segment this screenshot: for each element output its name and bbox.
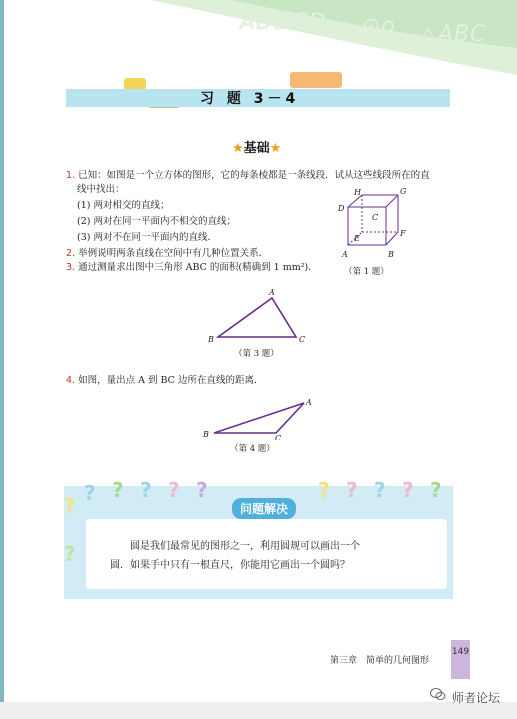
question-mark-icon: ? bbox=[196, 478, 208, 502]
problem-text-card bbox=[86, 519, 447, 589]
star-icon: ★ bbox=[232, 141, 244, 156]
vertex-label: F bbox=[400, 229, 406, 238]
question-text: 已知：如图是一个立方体的图形，它的每条棱都是一条线段．试从这些线段所在的直 bbox=[78, 170, 430, 181]
question-mark-icon: ? bbox=[84, 481, 96, 505]
question-number: 4. bbox=[66, 375, 76, 386]
question-mark-icon: ? bbox=[402, 478, 414, 502]
page-number: 149 bbox=[451, 647, 470, 657]
section-heading bbox=[232, 137, 281, 156]
vertex-label: B bbox=[388, 250, 394, 259]
figure-4-caption: （第 4 题） bbox=[230, 444, 275, 454]
page-number-tab bbox=[451, 640, 470, 679]
decor-tab-orange bbox=[290, 72, 342, 88]
problem-text-line-2: 圆．如果手中只有一根直尺，你能用它画出一个圆吗？ bbox=[110, 560, 350, 571]
vertex-label: D bbox=[338, 204, 345, 213]
star-icon: ★ bbox=[269, 141, 282, 156]
decoration-circle: ⊙o bbox=[362, 14, 396, 39]
section-heading-label: 基础 bbox=[243, 141, 270, 156]
question-1-continued: 线中找出： bbox=[77, 184, 125, 195]
figure-3-caption: （第 3 题） bbox=[234, 349, 279, 359]
question-mark-icon: ? bbox=[64, 494, 76, 518]
vertex-label: B bbox=[203, 430, 209, 439]
question-4 bbox=[66, 375, 263, 387]
vertex-label: H bbox=[354, 188, 361, 197]
vertex-label: G bbox=[400, 187, 407, 196]
question-text: 举例说明两条直线在空间中有几种位置关系． bbox=[78, 248, 269, 259]
question-1-item-3: (3) 两对不在同一平面内的直线． bbox=[77, 232, 217, 243]
question-mark-icon: ? bbox=[64, 542, 76, 566]
question-mark-icon: ? bbox=[346, 478, 358, 502]
cube-figure bbox=[332, 183, 412, 263]
question-1-item-1: (1) 两对相交的直线； bbox=[77, 200, 170, 211]
question-number: 1. bbox=[66, 170, 76, 181]
exercise-title: 习 题 3－4 bbox=[200, 91, 300, 107]
question-3 bbox=[66, 262, 318, 274]
question-number: 2. bbox=[66, 248, 76, 259]
page-edge bbox=[0, 0, 4, 719]
vertex-label: A bbox=[269, 288, 275, 297]
question-mark-icon: ? bbox=[140, 478, 152, 502]
figure-1-caption: （第 1 题） bbox=[344, 267, 389, 277]
question-mark-icon: ? bbox=[430, 478, 442, 502]
vertex-label: C bbox=[372, 213, 379, 222]
question-text: 通过测量求出图中三角形 ABC 的面积(精确到 1 mm²)． bbox=[78, 262, 318, 273]
triangle-figure-3 bbox=[200, 285, 320, 345]
vertex-label: A bbox=[306, 398, 312, 407]
vertex-label: B bbox=[208, 335, 214, 344]
question-text: 如图，量出点 A 到 BC 边所在直线的距离． bbox=[78, 375, 264, 386]
decoration-triangle: △ABC bbox=[420, 22, 487, 47]
question-mark-icon: ? bbox=[168, 478, 180, 502]
watermark-text: 师者论坛 bbox=[452, 691, 501, 705]
question-1-item-2: (2) 两对在同一平面内不相交的直线； bbox=[77, 216, 236, 227]
page-bottom-strip bbox=[0, 702, 517, 719]
vertex-label: A bbox=[342, 250, 348, 259]
question-mark-icon: ? bbox=[318, 478, 330, 502]
question-mark-icon: ? bbox=[374, 478, 386, 502]
question-mark-icon: ? bbox=[112, 478, 124, 502]
question-1 bbox=[66, 170, 430, 182]
question-2 bbox=[66, 248, 268, 260]
chapter-footer: 第三章 简单的几何图形 bbox=[330, 656, 430, 666]
problem-solving-title: 问题解决 bbox=[232, 498, 296, 519]
decoration-perpendicular: AB⊥CD bbox=[240, 10, 327, 35]
triangle-figure-4 bbox=[198, 395, 318, 440]
problem-text-line-1: 圆是我们最常见的图形之一，利用圆规可以画出一个 bbox=[130, 541, 360, 552]
vertex-label: C bbox=[299, 335, 306, 344]
vertex-label: E bbox=[354, 234, 360, 243]
question-number: 3. bbox=[66, 262, 76, 273]
wechat-icon bbox=[430, 686, 446, 702]
vertex-label: C bbox=[275, 434, 282, 440]
